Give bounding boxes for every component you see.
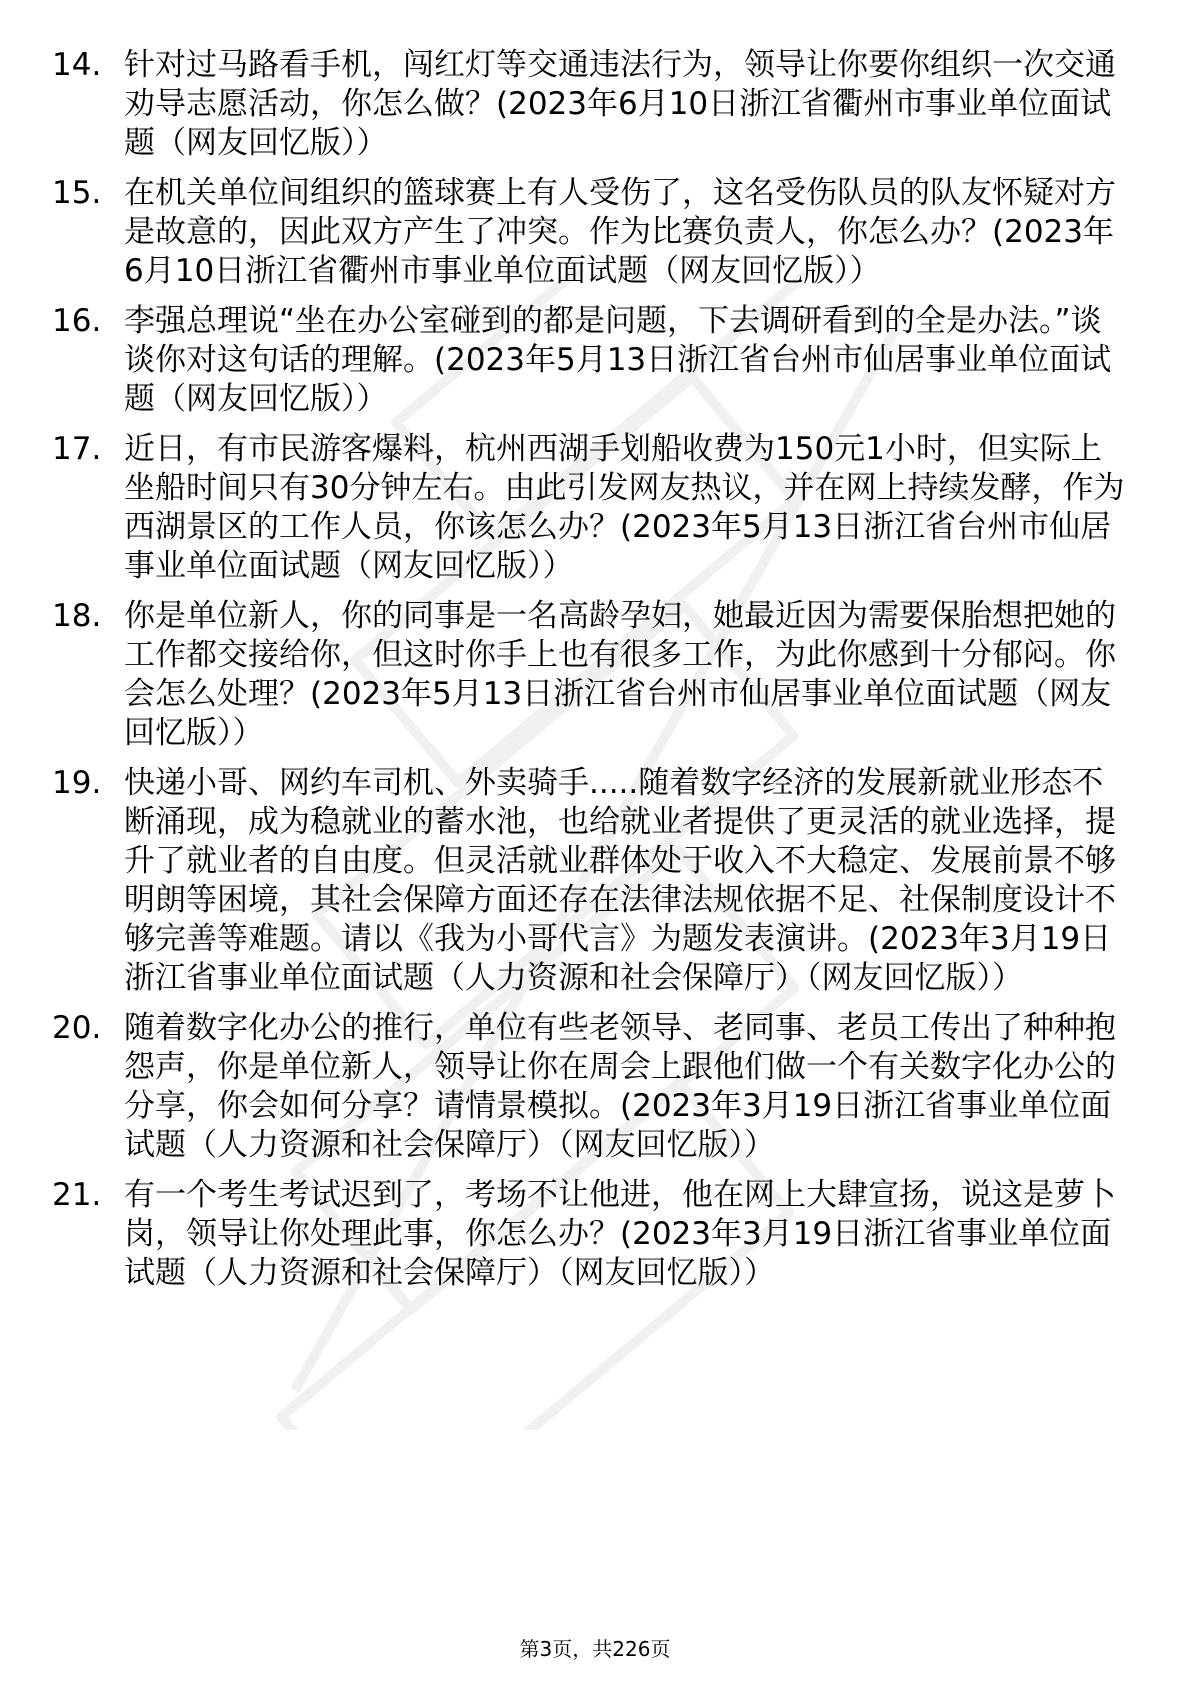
question-number: 15.: [52, 175, 102, 211]
question-number: 21.: [52, 1177, 102, 1213]
question-number: 16.: [52, 303, 102, 339]
list-item: [52, 764, 1132, 998]
question-text: 在机关单位间组织的篮球赛上有人受伤了，这名受伤队员的队友怀疑对方是故意的，因此双方产生了冲突。作为比赛负责人，你怎么办？(2023年6月10日浙江省衢州市事业单位面试题（网友回忆版））: [124, 175, 1116, 289]
list-item: [52, 1009, 1132, 1165]
list-item: [52, 430, 1132, 586]
list-item: [52, 302, 1132, 419]
question-number: 14.: [52, 47, 102, 83]
page-number-label: 第3页，共226页: [519, 1637, 671, 1661]
question-number: 20.: [52, 1010, 102, 1046]
question-number: 17.: [52, 431, 102, 467]
list-item: [52, 46, 1132, 163]
question-list: [52, 46, 1132, 1293]
question-text: 你是单位新人，你的同事是一名高龄孕妇，她最近因为需要保胎想把她的工作都交接给你，但这时你手上也有很多工作，为此你感到十分郁闷。你会怎么处理？(2023年5月13日浙江省台州市仙居事业单位面试题（网友回忆版））: [124, 598, 1116, 751]
question-text: 随着数字化办公的推行，单位有些老领导、老同事、老员工传出了种种抱怨声，你是单位新人，领导让你在周会上跟他们做一个有关数字化办公的分享，你会如何分享？请情景模拟。(2023年3月19日浙江省事业单位面试题（人力资源和社会保障厅）（网友回忆版））: [124, 1010, 1116, 1163]
list-item: [52, 174, 1132, 291]
list-item: [52, 1176, 1132, 1293]
question-text: 针对过马路看手机，闯红灯等交通违法行为，领导让你要你组织一次交通劝导志愿活动，你怎么做？(2023年6月10日浙江省衢州市事业单位面试题（网友回忆版））: [124, 47, 1116, 161]
page-footer: [0, 1636, 1190, 1662]
question-text: 近日，有市民游客爆料，杭州西湖手划船收费为150元1小时，但实际上坐船时间只有30分钟左右。由此引发网友热议，并在网上持续发酵，作为西湖景区的工作人员，你该怎么办？(2023年5月13日浙江省台州市仙居事业单位面试题（网友回忆版））: [124, 431, 1125, 584]
question-number: 19.: [52, 765, 102, 801]
question-number: 18.: [52, 598, 102, 634]
list-item: [52, 597, 1132, 753]
question-text: 有一个考生考试迟到了，考场不让他进，他在网上大肆宣扬，说这是萝卜岗，领导让你处理此事，你怎么办？(2023年3月19日浙江省事业单位面试题（人力资源和社会保障厅）（网友回忆版））: [124, 1177, 1116, 1291]
question-text: 快递小哥、网约车司机、外卖骑手.....随着数字经济的发展新就业形态不断涌现，成为稳就业的蓄水池，也给就业者提供了更灵活的就业选择，提升了就业者的自由度。但灵活就业群体处于收入不大稳定、发展前景不够明朗等困境，其社会保障方面还存在法律法规依据不足、社保制度设计不够完善等难题。请以《我为小哥代言》为题发表演讲。(2023年3月19日浙江省事业单位面试题（人力资源和社会保障厅）（网友回忆版））: [124, 765, 1116, 996]
question-text: 李强总理说“坐在办公室碰到的都是问题，下去调研看到的全是办法。”谈谈你对这句话的理解。(2023年5月13日浙江省台州市仙居事业单位面试题（网友回忆版））: [124, 303, 1112, 417]
